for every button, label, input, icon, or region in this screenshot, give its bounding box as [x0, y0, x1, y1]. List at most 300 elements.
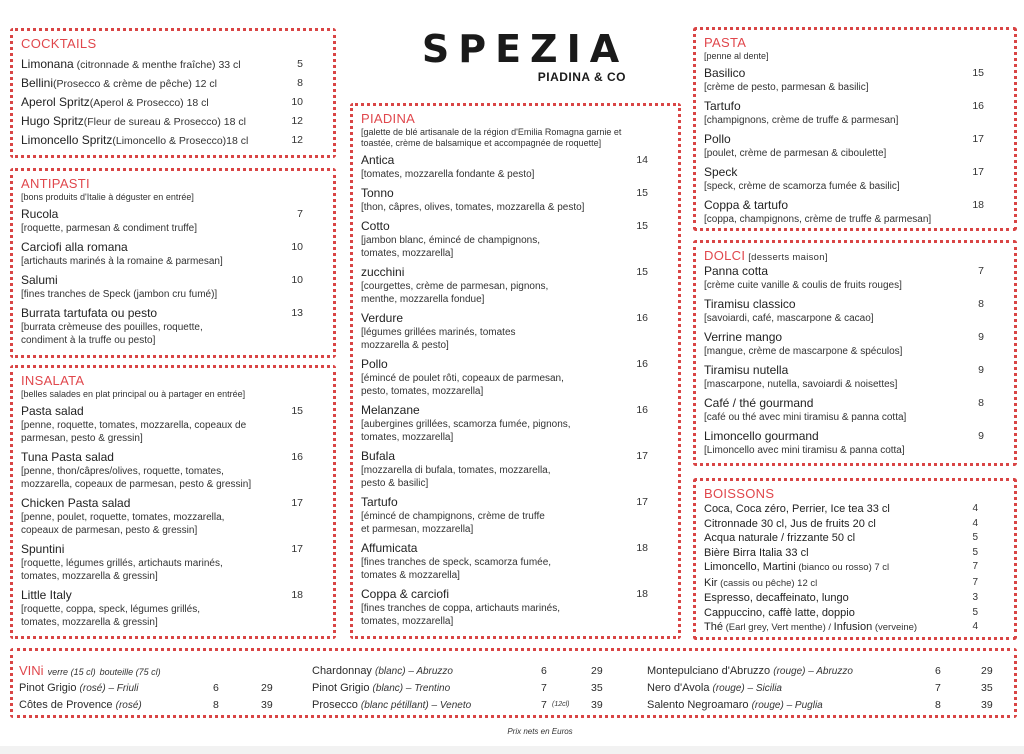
item-price: 18	[972, 199, 984, 211]
item-name: Espresso, decaffeinato, lungo	[704, 592, 849, 604]
item-description: [courgettes, crème de parmesan, pignons, menthe, mozzarella fondue]	[361, 281, 549, 305]
item-description: [champignons, crème de truffe & parmesan]	[704, 115, 899, 126]
item-description: [émincé de champignons, crème de truffe et parmesan, mozzarella]	[361, 511, 545, 535]
wine-row	[312, 680, 603, 697]
item-name: Cotto	[361, 219, 390, 233]
item-name: Speck	[704, 165, 738, 179]
section-subtitle: [belles salades en plat principal ou à partager en entrée]	[21, 389, 246, 399]
menu-item	[21, 273, 325, 301]
item-name: Hugo Spritz	[21, 114, 84, 128]
section-subtitle: [penne al dente]	[704, 51, 769, 61]
wine-glass-price: 7	[541, 682, 547, 694]
section-dolci	[693, 240, 1017, 466]
item-price: 10	[291, 241, 303, 253]
wine-detail: (rouge) – Puglia	[751, 700, 823, 711]
menu-item	[704, 517, 1006, 532]
menu-item	[21, 240, 325, 268]
section-title	[21, 373, 325, 389]
item-price: 17	[636, 450, 648, 462]
menu-item	[21, 76, 325, 92]
wine-detail: (blanc pétillant) – Veneto	[360, 700, 472, 711]
restaurant-logo	[420, 28, 630, 84]
item-name-line	[21, 114, 285, 130]
item-name: Citronnade 30 cl, Jus de fruits 20 cl	[704, 517, 876, 530]
item-description: [mangue, crème de mascarpone & spéculos]	[704, 346, 903, 357]
wine-detail: (blanc) – Abruzzo	[375, 666, 453, 677]
item-price: 4	[972, 621, 978, 632]
item-description: [thon, câpres, olives, tomates, mozzarella & pesto]	[361, 202, 585, 213]
menu-item	[21, 588, 325, 629]
item-name: Limoncello gourmand	[704, 429, 819, 443]
item-name-line	[704, 502, 966, 517]
menu-item	[704, 66, 1006, 94]
item-name-line	[21, 306, 285, 321]
item-name: Verrine mango	[704, 330, 783, 344]
item-name: Kir	[704, 576, 718, 589]
menu-item	[21, 542, 325, 583]
item-name-line	[704, 429, 966, 444]
bottle-label: bouteille (75 cl)	[99, 667, 161, 677]
item-name-line	[704, 531, 966, 546]
item-name-line	[21, 76, 285, 92]
wine-bottle-price: 29	[981, 665, 993, 677]
item-name-line	[21, 95, 285, 111]
item-price: 5	[972, 606, 978, 618]
wine-name: Prosecco	[312, 699, 358, 711]
menu-item	[21, 95, 325, 111]
item-name-line	[704, 517, 966, 532]
item-name-line	[704, 396, 966, 411]
menu-item	[704, 396, 1006, 424]
item-price: 12	[291, 134, 303, 146]
item-name: Tartufo	[361, 495, 398, 509]
item-name: Café / thé gourmand	[704, 396, 814, 410]
item-price: 10	[291, 96, 303, 108]
section-insalata	[10, 365, 336, 639]
item-price: 17	[291, 497, 303, 509]
item-description: [jambon blanc, émincé de champignons, tomates, mozzarella]	[361, 235, 540, 259]
item-description: [tomates, mozzarella fondante & pesto]	[361, 169, 535, 180]
item-name-line	[21, 542, 285, 557]
price-note: Prix nets en Euros	[507, 727, 573, 736]
item-name-line	[704, 560, 966, 576]
item-description: [penne, roquette, tomates, mozzarella, copeaux de parmesan, pesto & gressin]	[21, 420, 247, 444]
section-piadina	[350, 103, 681, 639]
item-name-line	[21, 57, 285, 73]
item-description: [café ou thé avec mini tiramisu & panna cotta]	[704, 412, 907, 423]
item-description: [mascarpone, nutella, savoiardi & noisettes]	[704, 379, 898, 390]
item-price: 9	[978, 364, 984, 376]
wine-glass-note: (12cl)	[552, 701, 570, 708]
item-price: 15	[972, 67, 984, 79]
menu-item	[361, 265, 670, 306]
item-name-line	[21, 496, 285, 511]
item-description: [roquette, parmesan & condiment truffe]	[21, 223, 198, 234]
item-name-2: Infusion	[833, 621, 873, 633]
item-name: Melanzane	[361, 403, 420, 417]
item-name: Bufala	[361, 449, 396, 463]
wine-name: Pinot Grigio	[19, 682, 77, 694]
section-vini	[10, 648, 1017, 718]
item-name-line	[21, 207, 285, 222]
item-price: 4	[972, 517, 978, 529]
wine-name: Salento Negroamaro	[647, 699, 749, 711]
item-description: [légumes grillées marinés, tomates mozzarella & pesto]	[361, 327, 516, 351]
wine-name: Chardonnay	[312, 665, 372, 677]
item-price: 3	[972, 592, 978, 603]
section-title	[704, 35, 1006, 51]
menu-item	[21, 306, 325, 347]
menu-item	[361, 357, 670, 398]
item-note: (cassis ou pêche) 12 cl	[717, 577, 818, 589]
menu-item	[361, 311, 670, 352]
section-title	[704, 248, 1006, 264]
wine-row	[312, 663, 603, 680]
section-title-text: INSALATA	[21, 373, 85, 388]
wine-row	[647, 697, 993, 714]
menu-item	[704, 591, 1006, 606]
menu-item	[704, 165, 1006, 193]
item-price: 5	[972, 532, 978, 543]
item-name: Panna cotta	[704, 264, 769, 278]
menu-item	[704, 531, 1006, 546]
item-price: 17	[636, 496, 648, 508]
item-name: Little Italy	[21, 588, 72, 602]
item-description: [penne, thon/câpres/olives, roquette, tomates, mozzarella, copeaux de parmesan, pesto & gressin]	[21, 466, 252, 490]
item-price: 15	[636, 187, 648, 199]
item-price: 16	[636, 312, 648, 324]
item-name: Bière Birra Italia 33 cl	[704, 546, 809, 559]
item-name: Cappuccino, caffè latte, doppio	[704, 606, 855, 619]
menu-item	[704, 297, 1006, 325]
item-price: 18	[636, 588, 648, 600]
wine-row	[19, 680, 273, 697]
item-name: Affumicata	[361, 541, 418, 555]
item-name-line	[704, 363, 966, 378]
item-name-line	[361, 186, 630, 201]
item-note: (Prosecco & crème de pêche) 12 cl	[53, 78, 218, 90]
item-price: 7	[978, 265, 984, 277]
menu-item	[361, 449, 670, 490]
item-name-line	[704, 66, 966, 81]
wine-detail: (rosé)	[115, 700, 142, 711]
glass-label: verre (15 cl)	[47, 667, 96, 677]
menu-item	[21, 450, 325, 491]
item-description: [penne, poulet, roquette, tomates, mozzarella, copeaux de parmesan, pesto & gressin]	[21, 512, 225, 536]
bottom-bar	[0, 746, 1024, 754]
item-name: Limoncello Spritz	[21, 133, 113, 147]
item-price: 16	[636, 404, 648, 416]
item-name: Tonno	[361, 186, 394, 200]
item-name-line	[704, 620, 966, 636]
wine-glass-price: 8	[213, 699, 219, 711]
item-name: Burrata tartufata ou pesto	[21, 306, 158, 320]
item-price: 9	[978, 331, 984, 343]
item-note: (Limoncello & Prosecco)18 cl	[112, 135, 249, 147]
menu-item	[704, 132, 1006, 160]
section-antipasti	[10, 168, 336, 358]
menu-item	[704, 606, 1006, 621]
item-name: Chicken Pasta salad	[21, 496, 131, 510]
wine-detail: (blanc) – Trentino	[372, 683, 451, 694]
section-title-text: COCKTAILS	[21, 36, 97, 51]
menu-item	[361, 587, 670, 628]
item-name-line	[361, 403, 630, 418]
menu-item	[704, 620, 1006, 636]
menu-item	[704, 546, 1006, 561]
item-name-line	[21, 588, 285, 603]
item-name: Verdure	[361, 311, 404, 325]
logo-name: SPEZIA	[421, 27, 629, 71]
menu-item	[361, 541, 670, 582]
logo-tagline: PIADINA & CO	[537, 70, 626, 84]
wine-detail: (rosé) – Friuli	[79, 683, 139, 694]
item-price: 7	[972, 561, 978, 572]
item-name: Basilico	[704, 66, 746, 80]
item-price: 5	[297, 58, 303, 70]
item-name: Tartufo	[704, 99, 741, 113]
item-name-line	[704, 330, 966, 345]
section-title-text: DOLCI	[704, 248, 746, 263]
item-name: Pasta salad	[21, 404, 84, 418]
item-name-line	[361, 311, 630, 326]
section-subtitle: [galette de blé artisanale de la région d'Emilia Romagna garnie et toastée, crème de balsamique et accompagnée de roquette]	[361, 127, 622, 148]
item-name-line	[21, 240, 285, 255]
item-note: (Aperol & Prosecco) 18 cl	[89, 97, 209, 109]
wine-column	[312, 663, 603, 714]
item-name: zucchini	[361, 265, 405, 279]
item-price: 16	[636, 358, 648, 370]
item-price: 18	[291, 589, 303, 601]
item-name-line	[704, 297, 966, 312]
section-title-text: PIADINA	[361, 111, 416, 126]
item-name: Thé	[704, 621, 723, 633]
item-name: Carciofi alla romana	[21, 240, 128, 254]
wine-bottle-price: 29	[261, 682, 273, 694]
menu-item	[21, 404, 325, 445]
wine-glass-price: 6	[541, 665, 547, 677]
wine-name: Côtes de Provence	[19, 699, 113, 711]
item-description: [mozzarella di bufala, tomates, mozzarella, pesto & basilic]	[361, 465, 551, 489]
item-name-line	[361, 153, 630, 168]
section-title-text: ANTIPASTI	[21, 176, 90, 191]
menu-item	[704, 99, 1006, 127]
item-name: Tuna Pasta salad	[21, 450, 114, 464]
item-price: 7	[297, 208, 303, 220]
menu-item	[21, 57, 325, 73]
item-name-line	[704, 546, 966, 561]
item-name: Coppa & carciofi	[361, 587, 450, 601]
item-price: 8	[978, 298, 984, 310]
wine-column	[647, 663, 993, 714]
item-name-line	[704, 264, 966, 279]
menu-item	[704, 502, 1006, 517]
wine-row	[19, 697, 273, 714]
item-description: [roquette, légumes grillés, artichauts marinés, tomates, mozzarella & gressin]	[21, 558, 223, 582]
item-name: Antica	[361, 153, 395, 167]
section-subtitle: [desserts maison]	[748, 252, 828, 263]
item-name-line	[361, 265, 630, 280]
section-title	[361, 111, 670, 127]
section-title	[21, 36, 325, 52]
item-price: 18	[636, 542, 648, 554]
item-name-line	[704, 165, 966, 180]
item-name-line	[21, 404, 285, 419]
item-name: Coca, Coca zéro, Perrier, Ice tea 33 cl	[704, 503, 890, 515]
menu-item	[21, 133, 325, 149]
item-price: 17	[291, 543, 303, 555]
wine-glass-price: 7	[935, 682, 941, 694]
item-description: [crème de pesto, parmesan & basilic]	[704, 82, 869, 93]
item-name: Pollo	[704, 132, 731, 146]
menu-item	[704, 363, 1006, 391]
item-name: Salumi	[21, 273, 58, 287]
menu-item	[361, 403, 670, 444]
section-title-text: BOISSONS	[704, 486, 775, 501]
wine-column	[19, 663, 273, 714]
item-name: Bellini	[21, 76, 54, 90]
wine-bottle-price: 39	[981, 699, 993, 711]
section-title	[704, 486, 1006, 502]
item-name-line	[21, 133, 285, 149]
item-description: [aubergines grillées, scamorza fumée, pignons, tomates, mozzarella]	[361, 419, 571, 443]
item-name-line	[361, 495, 630, 510]
item-price: 8	[297, 77, 303, 89]
menu-item	[704, 576, 1006, 592]
item-name-line	[704, 576, 966, 592]
menu-item	[361, 495, 670, 536]
item-price: 16	[291, 451, 303, 463]
wine-row	[312, 697, 603, 714]
item-name-line	[361, 357, 630, 372]
menu-item	[704, 429, 1006, 457]
item-price: 7	[972, 576, 978, 588]
item-name: Limonana	[21, 57, 74, 71]
item-name: Rucola	[21, 207, 59, 221]
item-price: 15	[291, 405, 303, 417]
item-name-line	[361, 541, 630, 556]
item-name-line	[704, 606, 966, 621]
menu-item	[704, 330, 1006, 358]
item-name-line	[704, 198, 966, 213]
item-description: [crème cuite vanille & coulis de fruits rouges]	[704, 280, 902, 291]
item-note: (Fleur de sureau & Prosecco) 18 cl	[83, 116, 246, 128]
wine-bottle-price: 39	[261, 699, 273, 711]
wine-name: Pinot Grigio	[312, 682, 370, 694]
item-price: 13	[291, 307, 303, 319]
item-description: [burrata crèmeuse des pouilles, roquette, condiment à la truffe ou pesto]	[21, 322, 203, 346]
item-name: Limoncello, Martini	[704, 561, 796, 573]
item-note: (citronnade & menthe fraîche) 33 cl	[73, 59, 241, 71]
item-note-2: (verveine)	[872, 622, 918, 633]
wine-name: Montepulciano d'Abruzzo	[647, 665, 771, 677]
menu-item	[361, 219, 670, 260]
menu-item	[361, 186, 670, 214]
section-title-text: PASTA	[704, 35, 747, 50]
item-name-line	[361, 587, 630, 602]
wine-name: Nero d'Avola	[647, 682, 710, 694]
item-name: Coppa & tartufo	[704, 198, 789, 212]
wine-bottle-price: 29	[591, 665, 603, 677]
item-name-line	[361, 219, 630, 234]
section-subtitle: [bons produits d'Italie à déguster en entrée]	[21, 192, 194, 202]
item-name: Tiramisu nutella	[704, 363, 789, 377]
item-name: Spuntini	[21, 542, 65, 556]
wine-detail: (rouge) – Abruzzo	[773, 666, 853, 677]
item-name-line	[21, 450, 285, 465]
menu-item	[704, 198, 1006, 226]
menu-item	[21, 114, 325, 130]
wine-row	[647, 663, 993, 680]
menu-item	[21, 496, 325, 537]
item-description: [roquette, coppa, speck, légumes grillés, tomates, mozzarella & gressin]	[21, 604, 200, 628]
item-description: [artichauts marinés à la romaine & parmesan]	[21, 256, 223, 267]
item-price: 14	[636, 154, 648, 166]
item-price: 5	[972, 546, 978, 558]
item-price: 9	[978, 430, 984, 442]
section-cocktails	[10, 28, 336, 158]
item-price: 10	[291, 274, 303, 286]
item-description: [savoiardi, café, mascarpone & cacao]	[704, 313, 874, 324]
item-price: 16	[972, 100, 984, 112]
item-price: 4	[972, 503, 978, 514]
item-name: Pollo	[361, 357, 388, 371]
item-name-line	[704, 591, 966, 606]
item-price: 15	[636, 220, 648, 232]
item-description: [émincé de poulet rôti, copeaux de parmesan, pesto, tomates, mozzarella]	[361, 373, 564, 397]
item-name-line	[704, 132, 966, 147]
wine-glass-price: 6	[213, 682, 219, 694]
wine-glass-price: 7	[541, 699, 547, 711]
wine-bottle-price: 35	[981, 682, 993, 694]
item-name-line	[704, 99, 966, 114]
section-pasta	[693, 27, 1017, 231]
wine-row	[647, 680, 993, 697]
wine-header	[19, 663, 161, 680]
section-title	[21, 176, 325, 192]
item-price: 17	[972, 166, 984, 178]
item-description: [fines tranches de speck, scamorza fumée, tomates & mozzarella]	[361, 557, 552, 581]
item-name: Tiramisu classico	[704, 297, 796, 311]
item-price: 15	[636, 266, 648, 278]
item-description: [speck, crème de scamorza fumée & basilic]	[704, 181, 900, 192]
wine-bottle-price: 39	[591, 699, 603, 711]
item-price: 17	[972, 133, 984, 145]
item-price: 8	[978, 397, 984, 409]
menu-item	[704, 264, 1006, 292]
item-note: (Earl grey, Vert menthe) /	[722, 622, 834, 633]
item-description: [Limoncello avec mini tiramisu & panna cotta]	[704, 445, 905, 456]
wine-glass-price: 8	[935, 699, 941, 711]
item-note: (bianco ou rosso) 7 cl	[795, 562, 890, 573]
item-description: [poulet, crème de parmesan & ciboulette]	[704, 148, 887, 159]
item-name: Acqua naturale / frizzante 50 cl	[704, 532, 856, 544]
item-description: [fines tranches de coppa, artichauts marinés, tomates, mozzarella]	[361, 603, 560, 627]
item-description: [fines tranches de Speck (jambon cru fumé)]	[21, 289, 218, 300]
wine-detail: (rouge) – Sicilia	[712, 683, 782, 694]
menu-item	[361, 153, 670, 181]
vini-title: VINi	[19, 663, 44, 678]
menu-item	[21, 207, 325, 235]
wine-glass-price: 6	[935, 665, 941, 677]
item-name: Aperol Spritz	[21, 95, 90, 109]
item-description: [coppa, champignons, crème de truffe & parmesan]	[704, 214, 932, 225]
item-name-line	[21, 273, 285, 288]
section-boissons	[693, 478, 1017, 640]
wine-bottle-price: 35	[591, 682, 603, 694]
item-price: 12	[291, 115, 303, 127]
item-name-line	[361, 449, 630, 464]
